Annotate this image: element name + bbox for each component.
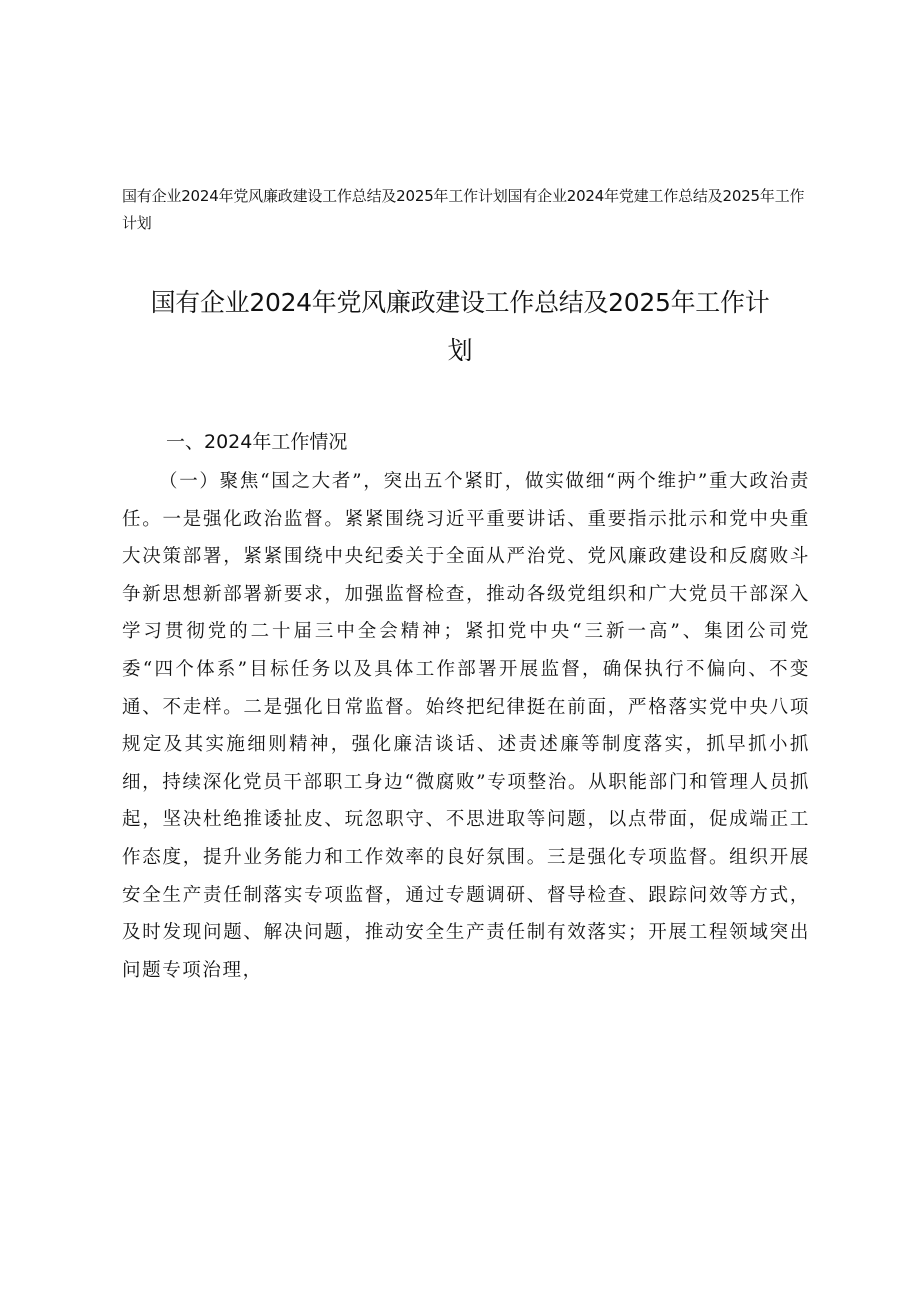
running-header: 国有企业2024年党风廉政建设工作总结及2025年工作计划国有企业2024年党建工作总结及2025年工作计划	[122, 187, 805, 232]
section-heading: 一、2024年工作情况	[166, 431, 348, 453]
document-title: 国有企业2024年党风廉政建设工作总结及2025年工作计划	[150, 288, 770, 365]
body-paragraph: （一）聚焦“国之大者”，突出五个紧盯，做实做细“两个维护”重大政治责任。一是强化政治监督。紧紧围绕习近平重要讲话、重要指示批示和党中央重大决策部署，紧紧围绕中央纪委关于全面从严治党、党风廉政建设和反腐败斗争新思想新部署新要求，加强监督检查，推动各级党组织和广大党员干部深入学习贯彻党的二十届三中全会精神；紧扣党中央“三新一高”、集团公司党委“四个体系”目标任务以及具体工作部署开展监督，确保执行不偏向、不变通、不走样。二是强化日常监督。始终把纪律挺在前面，严格落实党中央八项规定及其实施细则精神，强化廉洁谈话、述责述廉等制度落实，抓早抓小抓细，持续深化党员干部职工身边“微腐败”专项整治。从职能部门和管理人员抓起，坚决杜绝推诿扯皮、玩忽职守、不思进取等问题，以点带面，促成端正工作态度，提升业务能力和工作效率的良好氛围。三是强化专项监督。组织开展安全生产责任制落实专项监督，通过专题调研、督导检查、跟踪问效等方式，及时发现问题、解决问题，推动安全生产责任制有效落实；开展工程领域突出问题专项治理，	[122, 471, 810, 981]
